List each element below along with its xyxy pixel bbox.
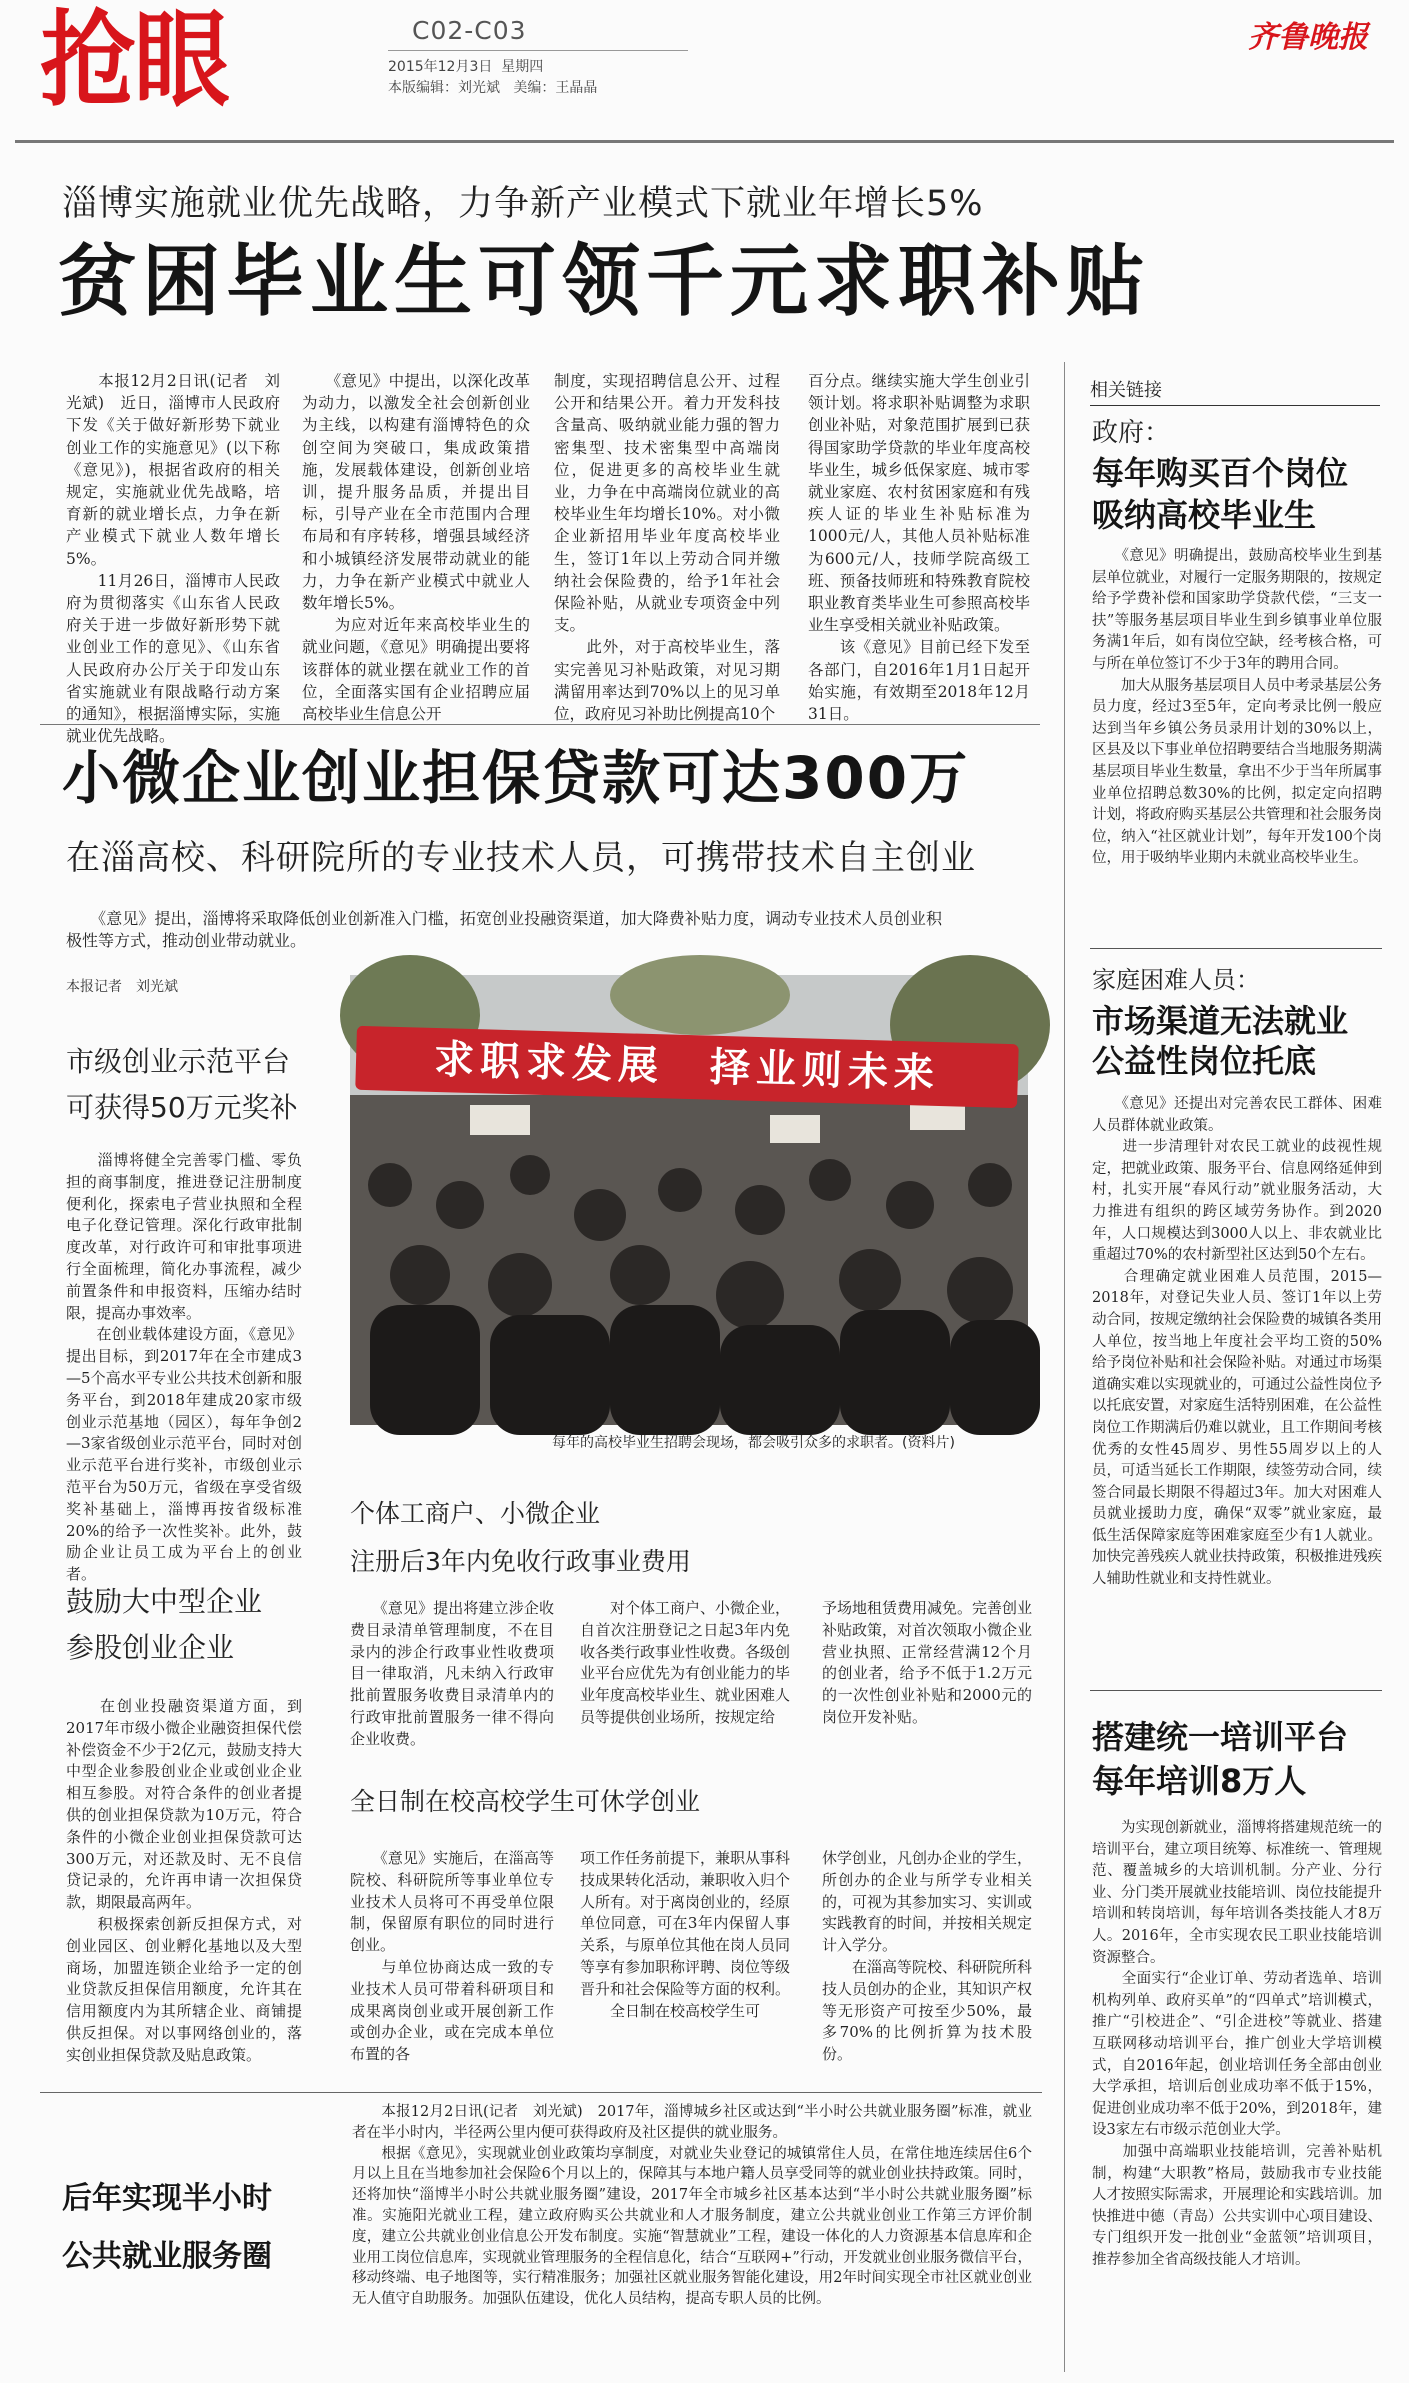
sidebar-rule-1 <box>1090 948 1382 949</box>
masthead-divider <box>388 50 688 51</box>
left-heading-2a: 鼓励大中型企业 <box>66 1585 263 1618</box>
sidebar-divider <box>1064 362 1065 2372</box>
sidebar-body-3: 为实现创新就业，淄博将搭建规范统一的培训平台，建立项目统筹、标准统一、管理规范、覆盖城乡的大培训机制。分产业、分行业、分门类开展就业技能培训、岗位技能提升培训和转岗培训，每年培训各类技能人才8万人。2016年，全市实现农民工职业技能培训资源整合。 全面实行“企业订单、劳动者选单、培训机构列单、政府买单”的“四单式”培训模式，推广“引校进企”、“引企进校”等就业、搭建互联网移动培训平台，推广创业大学培训模式，自2016年起，创业培训任务全部由创业大学承担，培训后创业成功率不低于15%，促进创业成功率不低于20%，到2018年，建设3家左右市级示范创业大学。 加强中高端职业技能培训，完善补贴机制，构建“大职教”格局，鼓励我市专业技能人才按照实际需求，开展理论和实践培训。加快推进中德（青岛）公共实训中心项目建设、专门组织开发一批创业“金蓝领”培训项目，推荐参加全省高级技能人才培训。 <box>1092 1820 1382 2268</box>
sidebar-kicker-2: 家庭困难人员： <box>1092 966 1260 994</box>
weekday: 星期四 <box>501 59 544 75</box>
lead-col-4: 百分点。继续实施大学生创业引领计划。将求职补贴调整为求职创业补贴，对象范围扩展到已获得国家助学贷款的毕业年度高校毕业生，城乡低保家庭、城市零就业家庭、农村贫困家庭和有残疾人证的毕业生补贴标准为1000元/人，其他人员补贴标准为600元/人，技师学院高级工班、预备技师班和特殊教育院校职业教育类毕业生可参照高校毕业生享受相关就业补贴政策。 该《意见》目前已经下发至各部门，自2016年1月1日起开始实施，有效期至2018年12月31日。 <box>808 372 1030 724</box>
left-heading-1b: 可获得50万元奖补 <box>66 1091 298 1124</box>
paper-logo: 齐鲁晚报 <box>1248 20 1368 55</box>
sidebar-title-3b: 每年培训8万人 <box>1092 1762 1307 1800</box>
mid-d2: 项工作任务前提下，兼职从事科技成果转化活动，兼职收入归个人所有。对于离岗创业的，经原单位同意，可在3年内保留人事关系，与原单位其他在岗人员同等享有参加职称评聘、岗位等级晋升和社会保险等方面的权利。 全日制在校高校学生可 <box>580 1849 791 2020</box>
left-heading-1a: 市级创业示范平台 <box>66 1045 291 1078</box>
sidebar-title-3a: 搭建统一培训平台 <box>1092 1718 1349 1756</box>
mid-col-3: 予场地租赁费用减免。完善创业补贴政策，对首次领取小微企业营业执照、正常经营满12个月的创业者，给予不低于1.2万元的一次性创业补贴和2000元的岗位开发补贴。 <box>822 1599 1033 1726</box>
designer: 美编：王晶晶 <box>513 80 598 96</box>
mid-heading-1: 个体工商户、小微企业 <box>350 1499 601 1528</box>
left-body-2: 在创业投融资渠道方面，到2017年市级小微企业融资担保代偿补偿资金不少于2亿元，鼓励支持大中型企业参股创业企业或创业企业相互参股。对符合条件的创业者提供的创业担保贷款为10万元，符合条件的小微企业创业担保贷款可达300万元，对还款及时、无不良信贷记录的，允许再申请一次担保贷款，期限最高两年。 积极探索创新反担保方式，对创业园区、创业孵化基地以及大型商场，加盟连锁企业给予一定的创业贷款反担保信用额度，允许其在信用额度内为其所辖企业、商铺提供反担保。对以事网络创业的，落实创业担保贷款及贴息政策。 <box>66 1697 302 2064</box>
left-body-1: 淄博将健全完善零门槛、零负担的商事制度，推进登记注册制度便利化，探索电子营业执照和全程电子化登记管理。深化行政审批制度改革，对行政许可和审批事项进行全面梳理，简化办事流程，减少前置条件和申报资料，压缩办结时限，提高办事效率。 在创业载体建设方面，《意见》提出目标，到2017年在全市建成3—5个高水平专业公共技术创新和服务平台，到2018年建成20家市级创业示范基地（园区），每年争创2—3家省级创业示范平台，同时对创业示范平台进行奖补，市级创业示范平台为50万元，省级在享受省级奖补基础上，淄博再按省级标准20%的给予一次性奖补。此外，鼓励企业让员工成为平台上的创业者。 <box>66 1151 302 1584</box>
sidebar-body-2: 《意见》还提出对完善农民工群体、困难人员群体就业政策。 进一步清理针对农民工就业的歧视性规定，把就业政策、服务平台、信息网络延伸到村，扎实开展“春风行动”就业服务活动，大力推进有组织的跨区域劳务协作。到2020年，人口规模达到3000人以上、非农就业比重超过70%的农村新型社区达到50个左右。 合理确定就业困难人员范围，2015—2018年，对登记失业人员、签订1年以上劳动合同，按规定缴纳社会保险费的城镇各类用人单位，按当地上年度社会平均工资的50%给予岗位补贴和社会保险补贴。对通过市场渠道确实难以实现就业的，可通过公益性岗位予以托底安置，对家庭生活特别困难，在公益性岗位工作期满后仍难以就业，且工作期间考核优秀的女性45周岁、男性55周岁以上的人员，可适当延长工作期限，续签劳动合同，续签合同最长期限不得超过3年。加大对困难人员就业援助力度，确保“双零”就业家庭，最低生活保障家庭等困难家庭至少有1人就业。加快完善残疾人就业扶持政策，积极推进残疾人辅助性就业和支持性就业。 <box>1092 1096 1382 1588</box>
mid-d3: 休学创业，凡创办企业的学生，所创办的企业与所学专业相关的，可视为其参加实习、实训或实践教育的时间，并按相关规定计入学分。 在淄高等院校、科研院所科技人员创办的企业，其知识产权等无形资产可按至少50%，最多70%的比例折算为技术股份。 <box>822 1849 1033 2064</box>
mid-heading-2: 注册后3年内免收行政事业费用 <box>350 1547 691 1576</box>
second-intro: 《意见》提出，淄博将采取降低创业创新准入门槛，拓宽创业投融资渠道，加大降费补贴力度，调动专业技术人员创业积极性等方式，推动创业带动就业。 <box>66 909 942 950</box>
lead-col-3: 制度，实现招聘信息公开、过程公开和结果公开。着力开发科技含量高、吸纳就业能力强的智力密集型、技术密集型中高端岗位，促进更多的高校毕业生就业，力争在中高端岗位就业的高校毕业生年均增长10%。对小微企业新招用毕业年度高校毕业生，签订1年以上劳动合同并缴纳社会保险费的，给予1年社会保险补贴，从就业专项资金中列支。 此外，对于高校毕业生，落实完善见习补贴政策，对见习期满留用率达到70%以上的见习单位，政府见习补助比例提高10个 <box>554 372 780 724</box>
sidebar-title-2a: 市场渠道无法就业 <box>1092 1002 1349 1040</box>
sidebar-kicker-1: 政府： <box>1092 418 1171 448</box>
photo-caption: 每年的高校毕业生招聘会现场，都会吸引众多的求职者。(资料片) <box>552 1435 955 1451</box>
sidebar-title-2b: 公益性岗位托底 <box>1092 1042 1317 1080</box>
bottom-rule <box>40 2092 1042 2093</box>
lead-kicker: 淄博实施就业优先战略，力争新产业模式下就业年增长5% <box>62 184 984 224</box>
sidebar-rule-2 <box>1090 1690 1382 1691</box>
second-subhead: 在淄高校、科研院所的专业技术人员，可携带技术自主创业 <box>66 838 976 878</box>
mid-d1: 《意见》实施后，在淄高等院校、科研院所等事业单位专业技术人员将可不再受单位限制，保留原有职位的同时进行创业。 与单位协商达成一致的专业技术人员可带着科研项目和成果离岗创业或开展创新工作或创办企业，或在完成本单位布置的各 <box>350 1849 554 2064</box>
editor: 本版编辑：刘光斌 <box>388 80 500 96</box>
bottom-heading-1: 后年实现半小时 <box>62 2181 272 2216</box>
page-range: C02-C03 <box>412 16 527 45</box>
related-links-label: 相关链接 <box>1090 376 1380 406</box>
photo-banner: 求职求发展 择业则未来 <box>355 1026 1019 1108</box>
lead-headline: 贫困毕业生可领千元求职补贴 <box>58 237 1151 327</box>
bottom-body: 本报12月2日讯(记者 刘光斌) 2017年，淄博城乡社区或达到“半小时公共就业服务圈”标准，就业者在半小时内，半径两公里内便可获得政府及社区提供的就业服务。 根据《意见》，实现就业创业政策均享制度，对就业失业登记的城镇常住人员，在常住地连续居住6个月以上且在当地参加社会保险6个月以上的，保障其与本地户籍人员享受同等的就业创业扶持政策。同时，还将加快“淄博半小时公共就业服务圈”建设，2017年全市城乡社区基本达到“半小时公共就业服务圈”标准。实施阳光就业工程，建立政府购买公共就业和人才服务制度，建立公共就业创业工作第三方评价制度，建立公共就业创业信息公开发布制度。实施“智慧就业”工程，建设一体化的人力资源基本信息库和企业用工岗位信息库，实现就业管理服务的全程信息化，结合“互联网+”行动，开发就业创业服务微信平台，移动终端、电子地图等，实行精准服务；加强社区就业服务智能化建设，用2年时间实现全市社区就业创业无人值守自助服务。加强队伍建设，优化人员结构，提高专职人员的比例。 <box>352 2104 1032 2308</box>
publish-date <box>388 56 543 76</box>
second-byline: 本报记者 刘光斌 <box>66 979 178 995</box>
lead-col-2: 《意见》中提出，以深化改革为动力，以激发全社会创新创业为主线，以构建有淄博特色的众创空间为突破口，集成政策措施，发展载体建设，创新创业培训，提升服务品质，并提出目标，引导产业在全市范围内合理布局和有序转移，增强县域经济和小城镇经济发展带动就业的能力，力争在新产业模式中就业人数年增长5%。 为应对近年来高校毕业生的就业问题，《意见》明确提出要将该群体的就业摆在就业工作的首位，全面落实国有企业招聘应届高校毕业生信息公开 <box>302 372 530 724</box>
mid-col-1: 《意见》提出将建立涉企收费目录清单管理制度，不在目录内的涉企行政事业性收费项目一律取消，凡未纳入行政审批前置服务收费目录清单内的行政审批前置服务一律不得向企业收费。 <box>350 1599 554 1748</box>
sidebar-title-1b: 吸纳高校毕业生 <box>1092 496 1317 534</box>
header-rule <box>15 140 1394 143</box>
editor-credits <box>388 77 597 97</box>
sidebar-body-1: 《意见》明确提出，鼓励高校毕业生到基层单位就业，对履行一定服务期限的，按规定给予学费补偿和国家助学贷款代偿，“三支一扶”等服务基层项目毕业生到乡镇事业单位服务满1年后，如有岗位空缺，经考核合格，可与所在单位签订不少于3年的聘用合同。 加大从服务基层项目人员中考录基层公务员力度，经过3至5年，定向考录比例一般应达到当年乡镇公务员录用计划的30%以上，区县及以下事业单位招聘要结合当地服务期满基层项目毕业生数量，拿出不少于当年所属事业单位招聘总数30%的比例，拟定定向招聘计划，将政府购买基层公共管理和社会服务岗位，纳入“社区就业计划”，每年开发100个岗位，用于吸纳毕业期内未就业高校毕业生。 <box>1092 548 1382 867</box>
date: 2015年12月3日 <box>388 59 493 75</box>
lead-col-1: 本报12月2日讯(记者 刘光斌) 近日，淄博市人民政府下发《关于做好新形势下就业创业工作的实施意见》(以下称《意见》)，根据省政府的相关规定，实施就业优先战略，培育新的就业增长点，力争在新产业模式下就业人数年增长5%。 11月26日，淄博市人民政府为贯彻落实《山东省人民政府关于进一步做好新形势下就业创业工作的意见》、《山东省人民政府办公厅关于印发山东省实施就业有限战略行动方案的通知》，根据淄博实际，实施就业优先战略。 <box>66 372 280 746</box>
mid-col-2: 对个体工商户、小微企业，自首次注册登记之日起3年内免收各类行政事业性收费。各级创业平台应优先为有创业能力的毕业年度高校毕业生、就业困难人员等提供创业场所，按规定给 <box>580 1599 791 1726</box>
mid-heading-3: 全日制在校高校学生可休学创业 <box>350 1787 701 1816</box>
second-story-rule <box>40 724 1040 725</box>
sidebar-title-1a: 每年购买百个岗位 <box>1092 454 1349 492</box>
section-title: 抢眼 <box>40 0 228 121</box>
left-heading-2b: 参股创业企业 <box>66 1631 235 1664</box>
bottom-headline-box <box>62 2174 332 2322</box>
second-headline: 小微企业创业担保贷款可达300万 <box>62 744 970 812</box>
job-fair-photo <box>350 975 1028 1425</box>
bottom-heading-2: 公共就业服务圈 <box>62 2239 272 2274</box>
